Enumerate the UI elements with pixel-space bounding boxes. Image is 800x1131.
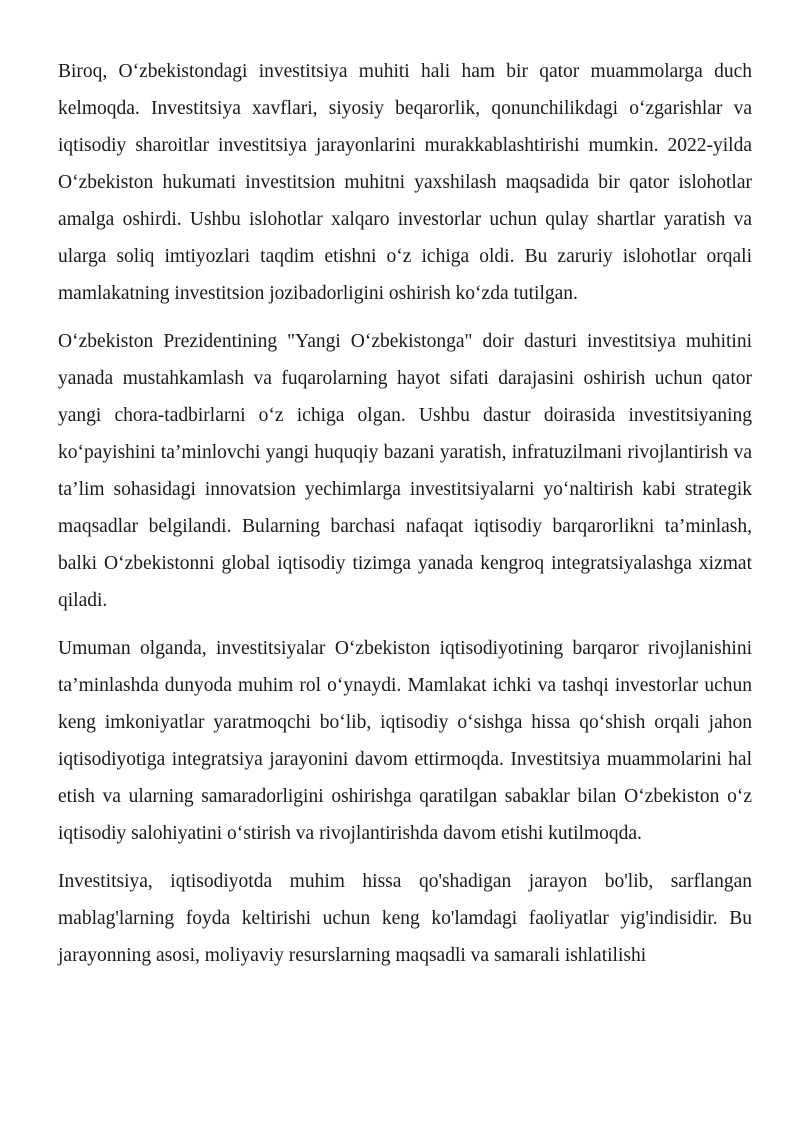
paragraph-3: Umuman olganda, investitsiyalar O‘zbekiston iqtisodiyotining barqaror rivojlanishini ta’minlashda dunyoda muhim rol o‘ynaydi. Mamlakat ichki va tashqi investorlar uchun keng imkoniyatlar yaratmoqchi bo‘lib, iqtisodiy o‘sishga hissa qo‘shish orqali jahon iqtisodiyotiga integratsiya jarayonini davom ettirmoqda. Investitsiya muammolarini hal etish va ularning samaradorligini oshirishga qaratilgan sabaklar bilan O‘zbekiston o‘z iqtisodiy salohiyatini o‘stirish va rivojlantirishda davom etishi kutilmoqda. [58, 638, 752, 844]
paragraph-4: Investitsiya, iqtisodiyotda muhim hissa qo'shadigan jarayon bo'lib, sarflangan mablag'larning foyda keltirishi uchun keng ko'lamdagi faoliyatlar yig'indisidir. Bu jarayonning asosi, moliyaviy resurslarning maqsadli va samarali ishlatilishi [58, 871, 752, 966]
paragraph-1: Biroq, O‘zbekistondagi investitsiya muhiti hali ham bir qator muammolarga duch kelmoqda. Investitsiya xavflari, siyosiy beqarorlik, qonunchilikdagi o‘zgarishlar va iqtisodiy sharoitlar investitsiya jarayonlarini murakkablashtirishi mumkin. 2022-yilda O‘zbekiston hukumati investitsion muhitni yaxshilash maqsadida bir qator islohotlar amalga oshirdi. Ushbu islohotlar xalqaro investorlar uchun qulay shartlar yaratish va ularga soliq imtiyozlari taqdim etishni o‘z ichiga oldi. Bu zaruriy islohotlar orqali mamlakatning investitsion jozibadorligini oshirish ko‘zda tutilgan. [58, 61, 752, 304]
document-page [58, 53, 752, 985]
paragraph-2: O‘zbekiston Prezidentining "Yangi O‘zbekistonga" doir dasturi investitsiya muhitini yanada mustahkamlash va fuqarolarning hayot sifati darajasini oshirish uchun qator yangi chora-tadbirlarni o‘z ichiga olgan. Ushbu dastur doirasida investitsiyaning ko‘payishini ta’minlovchi yangi huquqiy bazani yaratish, infratuzilmani rivojlantirish va ta’lim sohasidagi innovatsion yechimlarga investitsiyalarni yo‘naltirish kabi strategik maqsadlar belgilandi. Bularning barchasi nafaqat iqtisodiy barqarorlikni ta’minlash, balki O‘zbekistonni global iqtisodiy tizimga yanada kengroq integratsiyalashga xizmat qiladi. [58, 331, 752, 611]
